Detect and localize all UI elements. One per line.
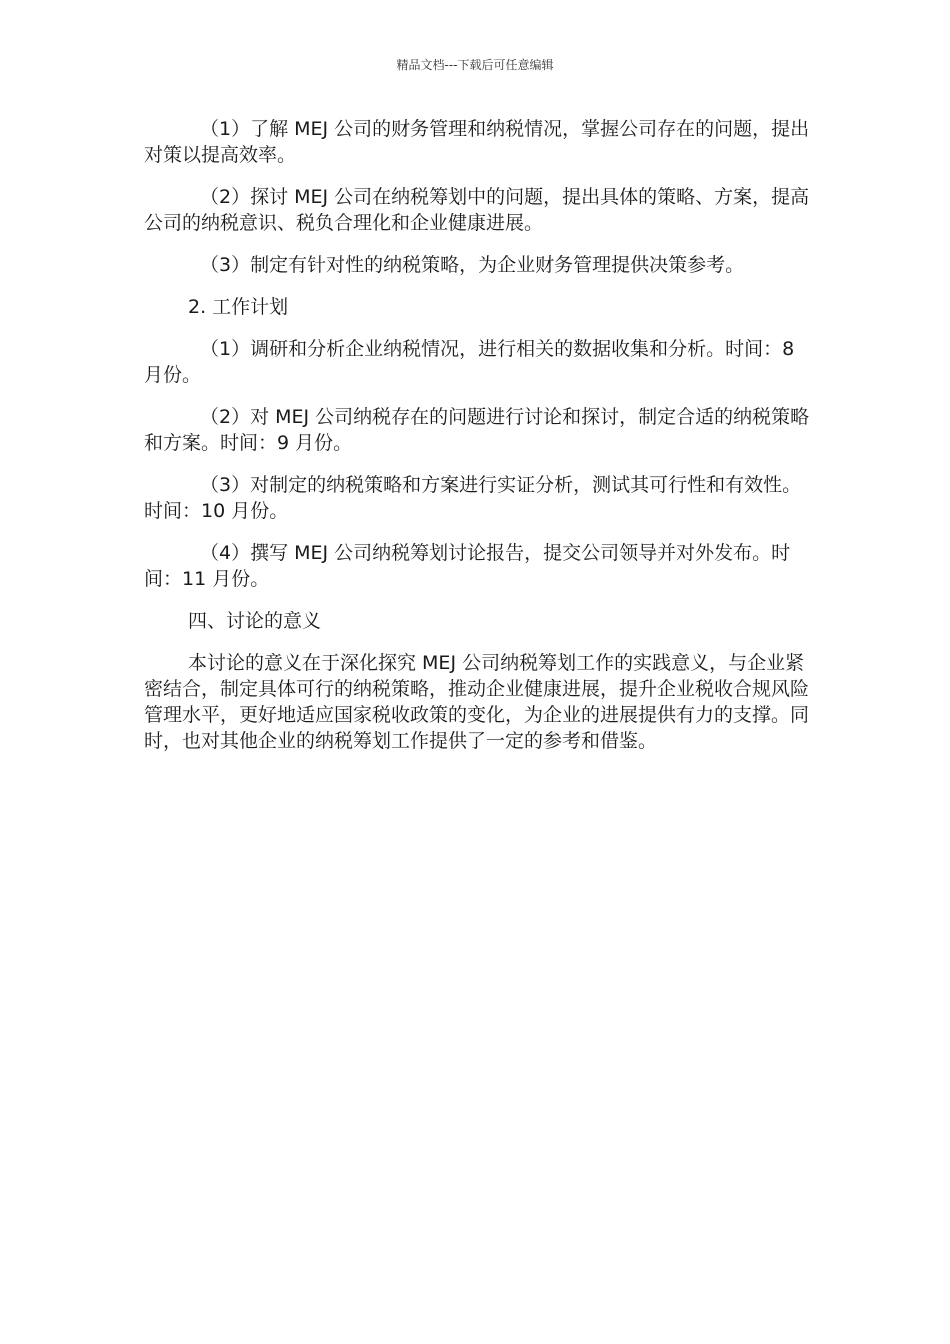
objective-3: （3）制定有针对性的纳税策略，为企业财务管理提供决策参考。 [200, 254, 745, 276]
significance-paragraph: 本讨论的意义在于深化探究 MEJ 公司纳税筹划工作的实践意义，与企业紧密结合，制定具体可行的纳税策略，推动企业健康进展，提升企业税收合规风险管理水平，更好地适应国家税收政策的变化，为企业的进展提供有力的支撑。同时，也对其他企业的纳税筹划工作提供了一定的参考和借鉴。 [144, 652, 810, 752]
section-heading-work-plan: 2. 工作计划 [188, 296, 289, 318]
plan-item-1: （1）调研和分析企业纳税情况，进行相关的数据收集和分析。时间：8 月份。 [144, 338, 795, 386]
objective-2: （2）探讨 MEJ 公司在纳税筹划中的问题，提出具体的策略、方案，提高公司的纳税意识、税负合理化和企业健康进展。 [144, 186, 810, 234]
document-body [144, 116, 819, 770]
section-heading-significance: 四、讨论的意义 [188, 610, 322, 632]
page-header: 精品文档---下载后可任意编辑 [396, 58, 554, 72]
plan-item-2: （2）对 MEJ 公司纳税存在的问题进行讨论和探讨，制定合适的纳税策略和方案。时间：9 月份。 [144, 406, 810, 454]
plan-item-4: （4）撰写 MEJ 公司纳税筹划讨论报告，提交公司领导并对外发布。时间：11 月份。 [144, 542, 791, 590]
plan-item-3: （3）对制定的纳税策略和方案进行实证分析，测试其可行性和有效性。时间：10 月份。 [144, 474, 802, 522]
objective-1: （1）了解 MEJ 公司的财务管理和纳税情况，掌握公司存在的问题，提出对策以提高效率。 [144, 118, 810, 166]
